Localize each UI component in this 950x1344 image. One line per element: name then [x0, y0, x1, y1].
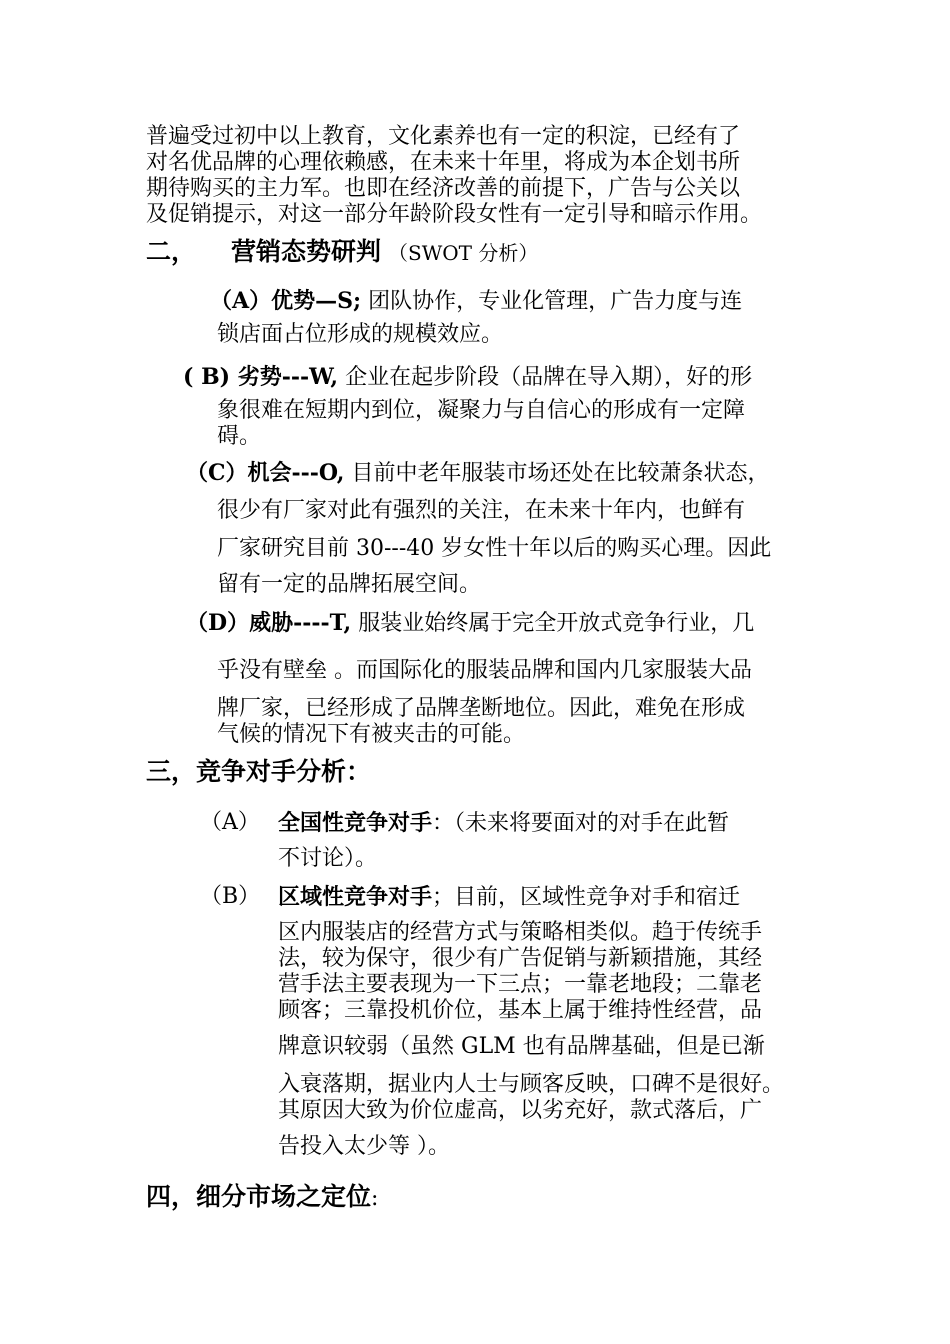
swot-label: ( B) 劣势---W, — [183, 364, 339, 390]
intro-line: 期待购买的主力军。也即在经济改善的前提下，广告与公关以 — [146, 176, 741, 201]
competitor-regional — [278, 884, 740, 911]
swot-text-line: 厂家研究目前 30---40 岁女性十年以后的购买心理。因此 — [217, 536, 772, 561]
competitor-text-line: 其原因大致为价位虚高，以劣充好，款式落后，广 — [278, 1098, 763, 1123]
competitor-marker: （B） — [200, 884, 261, 909]
competitor-text-line: 顾客；三靠投机价位，基本上属于维持性经营，品 — [278, 998, 763, 1023]
section-2-heading — [146, 237, 538, 267]
swot-text-line: 留有一定的品牌拓展空间。 — [217, 572, 482, 597]
section-4-heading — [146, 1182, 378, 1212]
swot-text-line: 碍。 — [217, 424, 262, 449]
competitor-text: ；目前，区域性竞争对手和宿迁 — [432, 885, 741, 910]
swot-item-strength — [210, 288, 742, 315]
competitor-text-line: 牌意识较弱（虽然 GLM 也有品牌基础，但是已渐 — [278, 1034, 765, 1059]
competitor-text-line: 入衰落期，据业内人士与顾客反映，口碑不是很好。 — [278, 1072, 785, 1097]
competitor-text-line: 不讨论）。 — [278, 846, 378, 871]
swot-text-line: 很少有厂家对此有强烈的关注，在未来十年内，也鲜有 — [217, 498, 746, 523]
swot-text: 服装业始终属于完全开放式竞争行业，几 — [358, 611, 755, 636]
swot-item-threat — [186, 610, 754, 637]
competitor-text-line: 法，较为保守，很少有广告促销与新颖措施，其经 — [278, 946, 763, 971]
swot-label: （D）威胁----T, — [186, 610, 352, 636]
intro-line: 普遍受过初中以上教育，文化素养也有一定的积淀，已经有了 — [146, 124, 741, 149]
section-2-note: （SWOT 分析） — [388, 241, 539, 265]
swot-text-line: 牌厂家，已经形成了品牌垄断地位。因此，难免在形成 — [217, 696, 746, 721]
swot-text-line: 乎没有壁垒 。而国际化的服装品牌和国内几家服装大品 — [217, 658, 752, 683]
competitor-marker: （A） — [200, 810, 260, 835]
section-4-title: 四，细分市场之定位 — [146, 1182, 372, 1211]
competitor-text-line: 营手法主要表现为一下三点；一靠老地段；二靠老 — [278, 972, 763, 997]
intro-line: 及促销提示，对这一部分年龄阶段女性有一定引导和暗示作用。 — [146, 202, 763, 227]
section-4-colon: : — [371, 1186, 379, 1211]
competitor-text-line: 区内服装店的经营方式与策略相类似。趋于传统手 — [278, 920, 763, 945]
competitor-national — [278, 810, 729, 837]
swot-text-line: 锁店面占位形成的规模效应。 — [217, 322, 504, 347]
swot-text: 团队协作，专业化管理，广告力度与连 — [368, 289, 743, 314]
swot-text: 企业在起步阶段（品牌在导入期），好的形 — [345, 365, 753, 390]
swot-item-opportunity — [186, 460, 769, 487]
swot-item-weakness — [183, 364, 752, 391]
swot-text-line: 象很难在短期内到位，凝聚力与自信心的形成有一定障 — [217, 398, 746, 423]
intro-line: 对名优品牌的心理依赖感，在未来十年里，将成为本企划书所 — [146, 150, 741, 175]
section-2-number: 二， — [146, 237, 197, 266]
section-3-heading: 三，竞争对手分析： — [146, 757, 372, 786]
competitor-title: 区域性竞争对手 — [278, 884, 433, 910]
swot-label: （A）优势—S; — [210, 288, 362, 314]
swot-label: （C）机会---O, — [186, 460, 345, 486]
competitor-title: 全国性竞争对手 — [278, 810, 433, 836]
competitor-text: ：（未来将要面对的对手在此暂 — [432, 811, 730, 836]
section-2-title: 营销态势研判 — [231, 237, 382, 266]
swot-text-line: 气候的情况下有被夹击的可能。 — [217, 722, 526, 747]
swot-text: 目前中老年服装市场还处在比较萧条状态， — [351, 461, 770, 486]
competitor-text-line: 告投入太少等 ）。 — [278, 1134, 450, 1159]
